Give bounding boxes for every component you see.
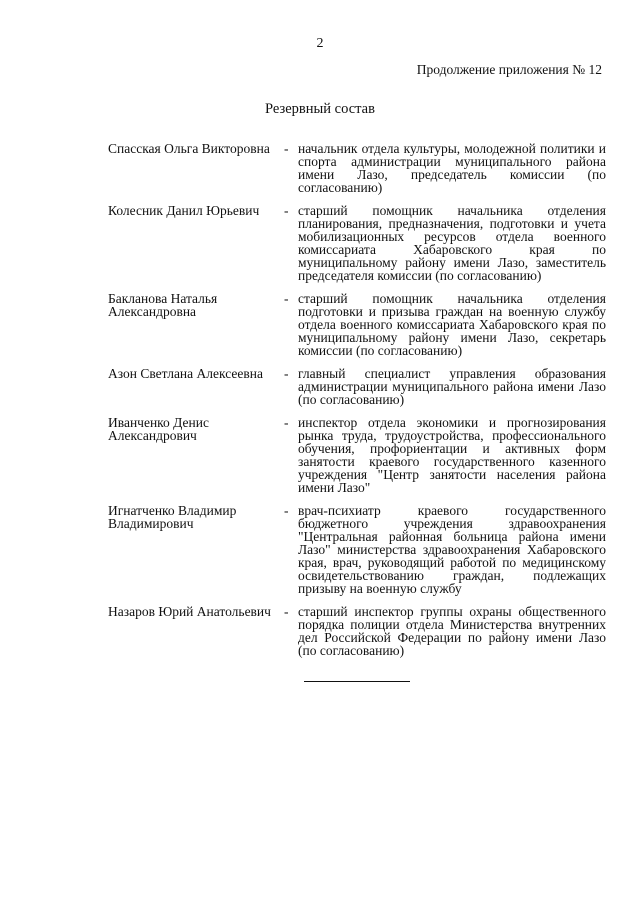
page-number: 2 xyxy=(316,36,324,51)
member-row xyxy=(108,416,606,494)
member-role: главный специалист управления образования администрации муниципального района имени Лазо (по согласованию) xyxy=(298,366,606,407)
dash: - xyxy=(284,503,289,518)
member-name: Колесник Данил Юрьевич xyxy=(108,203,260,218)
member-name: Назаров Юрий Анатольевич xyxy=(108,604,271,619)
member-role: врач-психиатр краевого государственного бюджетного учреждения здравоохранения "Центральная районная больница района имени Лазо" министерства здравоохранения Хабаровского края, врач, руководящий работой по медицинскому освидетельствованию граждан, подлежащих призыву на военную службу xyxy=(298,503,606,596)
member-name: Бакланова Наталья Александровна xyxy=(108,291,218,319)
member-name: Иванченко Денис Александрович xyxy=(108,415,209,443)
dash: - xyxy=(284,141,289,156)
member-row xyxy=(108,504,606,595)
member-role: старший помощник начальника отделения подготовки и призыва граждан на военную службу отдела военного комиссариата Хабаровского края по муниципальному району имени Лазо, секретарь комиссии (по согласованию) xyxy=(298,291,606,358)
dash: - xyxy=(284,366,289,381)
dash: - xyxy=(284,604,289,619)
dash: - xyxy=(284,291,289,306)
member-name: Игнатченко Владимир Владимирович xyxy=(108,503,237,531)
member-row xyxy=(108,204,606,282)
member-row xyxy=(108,605,606,657)
member-role: старший инспектор группы охраны общественного порядка полиции отдела Министерства внутренних дел Российской Федерации по району имени Лазо (по согласованию) xyxy=(298,604,606,658)
member-row xyxy=(108,142,606,194)
member-row xyxy=(108,367,606,406)
section-title: Резервный состав xyxy=(265,101,375,117)
dash: - xyxy=(284,203,289,218)
member-role: начальник отдела культуры, молодежной политики и спорта администрации муниципального района имени Лазо, председатель комиссии (по согласованию) xyxy=(298,141,606,195)
member-role: инспектор отдела экономики и прогнозирования рынка труда, трудоустройства, профессионального обучения, профориентации и активных форм занятости краевого государственного казенного учреждения "Центр занятости населения района имени Лазо" xyxy=(298,415,606,495)
member-list xyxy=(108,142,606,667)
member-name: Спасская Ольга Викторовна xyxy=(108,141,270,156)
appendix-continuation: Продолжение приложения № 12 xyxy=(416,62,602,77)
member-row xyxy=(108,292,606,357)
member-role: старший помощник начальника отделения планирования, предназначения, подготовки и учета мобилизационных ресурсов отдела военного комиссариата Хабаровского края по муниципальному району имени Лазо, заместитель председателя комиссии (по согласованию) xyxy=(298,203,606,283)
member-name: Азон Светлана Алексеевна xyxy=(108,366,263,381)
dash: - xyxy=(284,415,289,430)
closing-rule xyxy=(304,681,410,682)
